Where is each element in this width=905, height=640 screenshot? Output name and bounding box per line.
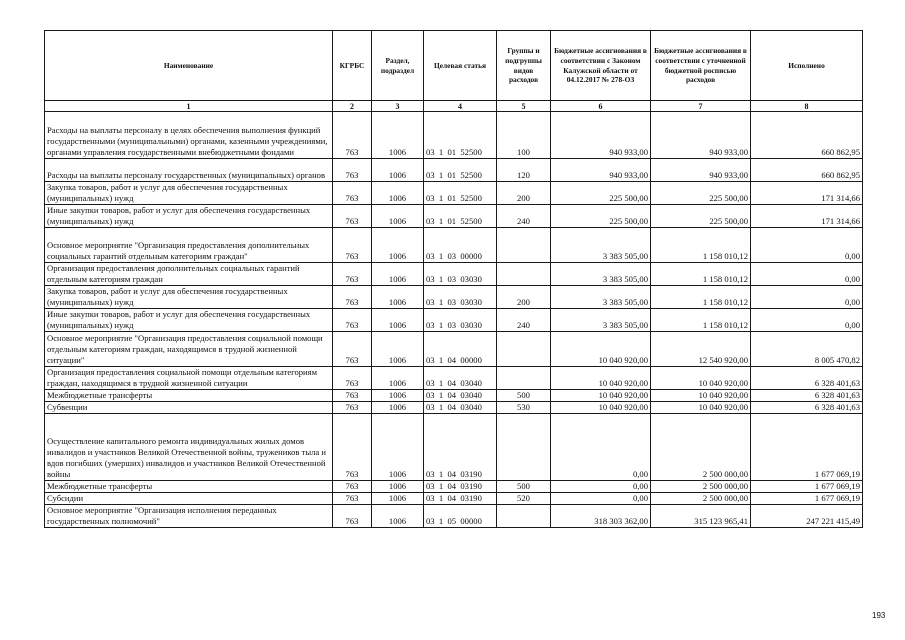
row-target-cell: 03 1 04 03040	[424, 402, 497, 414]
table-row	[45, 414, 863, 481]
col-executed-header: Исполнено	[751, 31, 863, 101]
row-ktrbs-cell: 763	[333, 332, 372, 367]
row-law-cell: 3 383 505,00	[551, 286, 651, 309]
row-target-cell: 03 1 04 03190	[424, 481, 497, 493]
row-updated-cell: 2 500 000,00	[651, 481, 751, 493]
row-name-cell: Расходы на выплаты персоналу государственных (муниципальных) органов	[45, 159, 333, 182]
row-group-cell: 530	[497, 402, 551, 414]
row-section-cell: 1006	[372, 390, 424, 402]
row-executed-cell: 171 314,66	[751, 205, 863, 228]
row-law-cell: 3 383 505,00	[551, 263, 651, 286]
row-group-cell	[497, 367, 551, 390]
row-executed-cell: 660 862,95	[751, 159, 863, 182]
row-name-cell: Основное мероприятие "Организация исполнения переданных государственных полномочий"	[45, 505, 333, 528]
row-name-cell: Субвенции	[45, 402, 333, 414]
row-ktrbs-cell: 763	[333, 159, 372, 182]
page-number: 193	[872, 611, 886, 620]
row-target-cell: 03 1 04 03040	[424, 390, 497, 402]
row-section-cell: 1006	[372, 402, 424, 414]
table-row	[45, 332, 863, 367]
table-row	[45, 493, 863, 505]
row-group-cell: 200	[497, 286, 551, 309]
row-ktrbs-cell: 763	[333, 228, 372, 263]
row-executed-cell: 6 328 401,63	[751, 402, 863, 414]
row-executed-cell: 0,00	[751, 228, 863, 263]
row-executed-cell: 0,00	[751, 286, 863, 309]
row-updated-cell: 1 158 010,12	[651, 263, 751, 286]
row-target-cell: 03 1 03 03030	[424, 309, 497, 332]
row-group-cell	[497, 228, 551, 263]
row-executed-cell: 1 677 069,19	[751, 493, 863, 505]
row-ktrbs-cell: 763	[333, 402, 372, 414]
col-number: 1	[45, 101, 333, 112]
row-ktrbs-cell: 763	[333, 263, 372, 286]
row-law-cell: 940 933,00	[551, 159, 651, 182]
row-updated-cell: 940 933,00	[651, 112, 751, 159]
row-name-cell: Межбюджетные трансферты	[45, 481, 333, 493]
row-ktrbs-cell: 763	[333, 505, 372, 528]
row-ktrbs-cell: 763	[333, 182, 372, 205]
col-law-header: Бюджетные ассигнования в соответствии с Законом Калужской области от 04.12.2017 № 278-ОЗ	[551, 31, 651, 101]
row-ktrbs-cell: 763	[333, 112, 372, 159]
row-executed-cell: 0,00	[751, 263, 863, 286]
row-section-cell: 1006	[372, 228, 424, 263]
table-row	[45, 112, 863, 159]
row-target-cell: 03 1 04 03190	[424, 493, 497, 505]
row-updated-cell: 12 540 920,00	[651, 332, 751, 367]
table-row	[45, 159, 863, 182]
row-ktrbs-cell: 763	[333, 309, 372, 332]
row-group-cell: 240	[497, 309, 551, 332]
row-ktrbs-cell: 763	[333, 367, 372, 390]
row-target-cell: 03 1 01 52500	[424, 205, 497, 228]
row-section-cell: 1006	[372, 332, 424, 367]
row-section-cell: 1006	[372, 505, 424, 528]
row-section-cell: 1006	[372, 309, 424, 332]
col-number: 7	[651, 101, 751, 112]
row-section-cell: 1006	[372, 481, 424, 493]
row-executed-cell: 247 221 415,49	[751, 505, 863, 528]
row-group-cell: 500	[497, 481, 551, 493]
row-target-cell: 03 1 01 52500	[424, 182, 497, 205]
row-updated-cell: 1 158 010,12	[651, 309, 751, 332]
row-target-cell: 03 1 04 03190	[424, 414, 497, 481]
row-updated-cell: 1 158 010,12	[651, 286, 751, 309]
table-row	[45, 182, 863, 205]
col-number: 4	[424, 101, 497, 112]
row-law-cell: 3 383 505,00	[551, 309, 651, 332]
row-law-cell: 225 500,00	[551, 205, 651, 228]
row-law-cell: 318 303 362,00	[551, 505, 651, 528]
row-group-cell	[497, 332, 551, 367]
row-section-cell: 1006	[372, 182, 424, 205]
row-name-cell: Иные закупки товаров, работ и услуг для обеспечения государственных (муниципальных) нужд	[45, 205, 333, 228]
row-target-cell: 03 1 03 03030	[424, 286, 497, 309]
row-name-cell: Организация предоставления социальной помощи отдельным категориям граждан, находящимся в трудной жизненной ситуации	[45, 367, 333, 390]
row-section-cell: 1006	[372, 493, 424, 505]
row-name-cell: Закупка товаров, работ и услуг для обеспечения государственных (муниципальных) нужд	[45, 286, 333, 309]
row-updated-cell: 2 500 000,00	[651, 414, 751, 481]
row-name-cell: Расходы на выплаты персоналу в целях обеспечения выполнения функций государственными (муниципальными) органами, казенными учреждениями, органами управления государственными внебюджетными фондами	[45, 112, 333, 159]
row-target-cell: 03 1 04 03040	[424, 367, 497, 390]
table-row	[45, 286, 863, 309]
row-executed-cell: 0,00	[751, 309, 863, 332]
table-row	[45, 205, 863, 228]
col-section-header: Раздел, подраздел	[372, 31, 424, 101]
header-row	[45, 31, 863, 101]
row-target-cell: 03 1 03 00000	[424, 228, 497, 263]
row-section-cell: 1006	[372, 286, 424, 309]
row-executed-cell: 660 862,95	[751, 112, 863, 159]
row-target-cell: 03 1 05 00000	[424, 505, 497, 528]
table-row	[45, 505, 863, 528]
row-law-cell: 0,00	[551, 493, 651, 505]
row-name-cell: Межбюджетные трансферты	[45, 390, 333, 402]
row-group-cell	[497, 414, 551, 481]
row-executed-cell: 1 677 069,19	[751, 481, 863, 493]
row-section-cell: 1006	[372, 205, 424, 228]
row-executed-cell: 6 328 401,63	[751, 367, 863, 390]
row-group-cell: 200	[497, 182, 551, 205]
row-section-cell: 1006	[372, 367, 424, 390]
col-number: 5	[497, 101, 551, 112]
col-number: 6	[551, 101, 651, 112]
row-law-cell: 3 383 505,00	[551, 228, 651, 263]
row-name-cell: Иные закупки товаров, работ и услуг для обеспечения государственных (муниципальных) нужд	[45, 309, 333, 332]
table-row	[45, 263, 863, 286]
row-law-cell: 940 933,00	[551, 112, 651, 159]
col-updated-header: Бюджетные ассигнования в соответствии с уточненной бюджетной росписью расходов	[651, 31, 751, 101]
row-section-cell: 1006	[372, 112, 424, 159]
row-law-cell: 225 500,00	[551, 182, 651, 205]
row-updated-cell: 940 933,00	[651, 159, 751, 182]
row-law-cell: 0,00	[551, 414, 651, 481]
table-row	[45, 402, 863, 414]
row-name-cell: Субсидии	[45, 493, 333, 505]
row-target-cell: 03 1 01 52500	[424, 159, 497, 182]
col-target-header: Целевая статья	[424, 31, 497, 101]
row-name-cell: Основное мероприятие "Организация предоставления социальной помощи отдельным категориям граждан, находящимся в трудной жизненной ситуации"	[45, 332, 333, 367]
row-updated-cell: 1 158 010,12	[651, 228, 751, 263]
column-number-row	[45, 101, 863, 112]
row-updated-cell: 225 500,00	[651, 182, 751, 205]
row-executed-cell: 8 005 470,82	[751, 332, 863, 367]
row-ktrbs-cell: 763	[333, 390, 372, 402]
table-row	[45, 367, 863, 390]
row-name-cell: Осуществление капитального ремонта индивидуальных жилых домов инвалидов и участников Великой Отечественной войны, тружеников тыла и вдов погибших (умерших) инвалидов и участников Великой Отечественной войны	[45, 414, 333, 481]
row-ktrbs-cell: 763	[333, 286, 372, 309]
row-group-cell: 240	[497, 205, 551, 228]
row-group-cell: 120	[497, 159, 551, 182]
row-law-cell: 10 040 920,00	[551, 402, 651, 414]
col-name-header: Наименование	[45, 31, 333, 101]
col-number: 2	[333, 101, 372, 112]
row-updated-cell: 10 040 920,00	[651, 367, 751, 390]
col-group-header: Группы и подгруппы видов расходов	[497, 31, 551, 101]
row-group-cell: 100	[497, 112, 551, 159]
row-ktrbs-cell: 763	[333, 493, 372, 505]
row-updated-cell: 225 500,00	[651, 205, 751, 228]
row-name-cell: Закупка товаров, работ и услуг для обеспечения государственных (муниципальных) нужд	[45, 182, 333, 205]
row-name-cell: Основное мероприятие "Организация предоставления дополнительных социальных гарантий отдельным категориям граждан"	[45, 228, 333, 263]
row-updated-cell: 10 040 920,00	[651, 402, 751, 414]
row-section-cell: 1006	[372, 159, 424, 182]
col-ktrbs-header: КГРБС	[333, 31, 372, 101]
table-row	[45, 390, 863, 402]
row-ktrbs-cell: 763	[333, 481, 372, 493]
row-section-cell: 1006	[372, 263, 424, 286]
row-executed-cell: 1 677 069,19	[751, 414, 863, 481]
row-law-cell: 10 040 920,00	[551, 367, 651, 390]
table-row	[45, 481, 863, 493]
row-law-cell: 0,00	[551, 481, 651, 493]
row-name-cell: Организация предоставления дополнительных социальных гарантий отдельным категориям граждан	[45, 263, 333, 286]
col-number: 3	[372, 101, 424, 112]
row-law-cell: 10 040 920,00	[551, 332, 651, 367]
row-executed-cell: 6 328 401,63	[751, 390, 863, 402]
row-executed-cell: 171 314,66	[751, 182, 863, 205]
row-ktrbs-cell: 763	[333, 414, 372, 481]
col-number: 8	[751, 101, 863, 112]
row-target-cell: 03 1 03 03030	[424, 263, 497, 286]
row-group-cell: 500	[497, 390, 551, 402]
row-updated-cell: 10 040 920,00	[651, 390, 751, 402]
budget-table	[44, 30, 863, 528]
row-group-cell	[497, 505, 551, 528]
row-group-cell	[497, 263, 551, 286]
row-target-cell: 03 1 04 00000	[424, 332, 497, 367]
row-updated-cell: 2 500 000,00	[651, 493, 751, 505]
table-row	[45, 228, 863, 263]
table-row	[45, 309, 863, 332]
row-ktrbs-cell: 763	[333, 205, 372, 228]
row-target-cell: 03 1 01 52500	[424, 112, 497, 159]
row-updated-cell: 315 123 965,41	[651, 505, 751, 528]
row-section-cell: 1006	[372, 414, 424, 481]
row-group-cell: 520	[497, 493, 551, 505]
row-law-cell: 10 040 920,00	[551, 390, 651, 402]
